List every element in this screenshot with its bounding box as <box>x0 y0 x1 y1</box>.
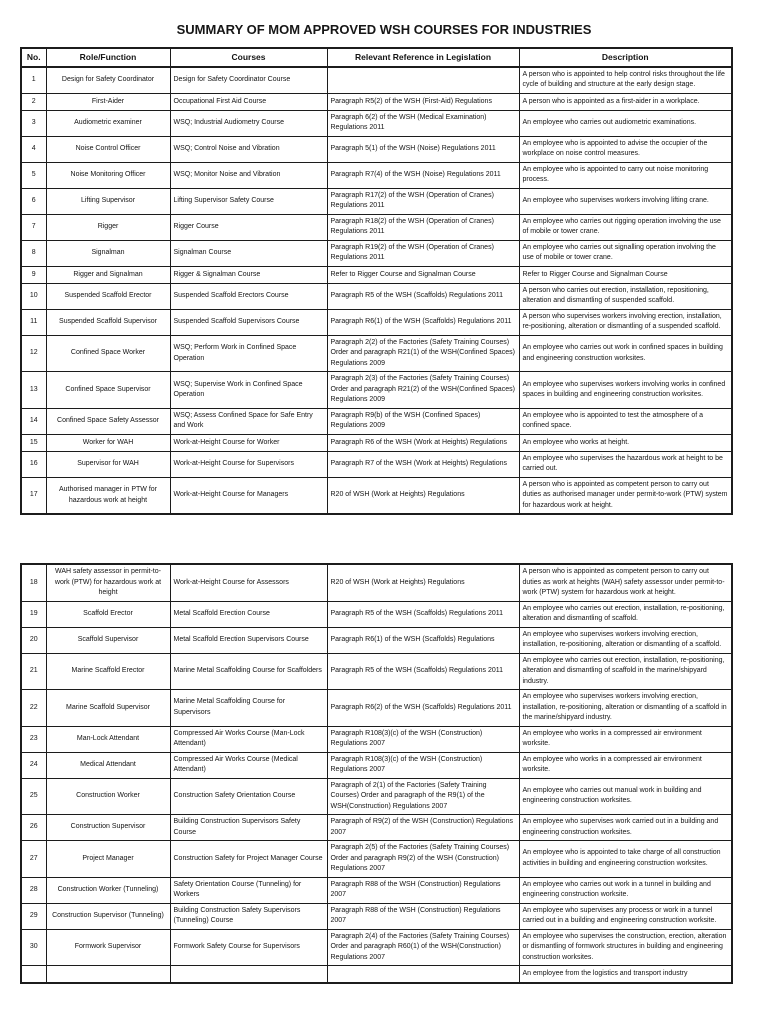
cell-description: An employee who carries out audiometric examinations. <box>519 110 732 136</box>
table-row <box>21 434 732 451</box>
table-row <box>21 67 732 94</box>
cell-course: Work-at-Height Course for Supervisors <box>170 451 327 477</box>
table-row <box>21 451 732 477</box>
cell-reference: Paragraph 2(4) of the Factories (Safety Training Courses) Order and paragraph R60(1) of the WSH(Construction) Regulations 2007 <box>327 929 519 966</box>
cell-role: Noise Monitoring Officer <box>46 162 170 188</box>
document-title: SUMMARY OF MOM APPROVED WSH COURSES FOR INDUSTRIES <box>176 22 592 37</box>
column-header-no: No. <box>21 48 46 67</box>
table-row <box>21 214 732 240</box>
cell-reference: R20 of WSH (Work at Heights) Regulations <box>327 477 519 514</box>
cell-description: An employee who supervises the construction, erection, alteration or dismantling of formwork structures in building and engineering construction worksites. <box>519 929 732 966</box>
cell-description: An employee who carries out work in confined spaces in building and engineering construction worksites. <box>519 335 732 372</box>
cell-description: A person who is appointed as a first-aider in a workplace. <box>519 93 732 110</box>
cell-reference: Paragraph R88 of the WSH (Construction) Regulations 2007 <box>327 877 519 903</box>
cell-course: Lifting Supervisor Safety Course <box>170 188 327 214</box>
cell-course: WSQ; Industrial Audiometry Course <box>170 110 327 136</box>
cell-description: An employee who supervises the hazardous work at height to be carried out. <box>519 451 732 477</box>
cell-role: Confined Space Supervisor <box>46 372 170 409</box>
cell-no: 5 <box>21 162 46 188</box>
cell-description: A person who carries out erection, installation, repositioning, alteration and dismantling of suspended scaffold. <box>519 283 732 309</box>
cell-no: 15 <box>21 434 46 451</box>
cell-no: 2 <box>21 93 46 110</box>
table-row <box>21 726 732 752</box>
cell-no <box>21 966 46 983</box>
table-row <box>21 877 732 903</box>
table-row <box>21 309 732 335</box>
cell-no: 8 <box>21 240 46 266</box>
cell-course: Building Construction Supervisors Safety Course <box>170 815 327 841</box>
cell-reference: Paragraph R108(3)(c) of the WSH (Construction) Regulations 2007 <box>327 752 519 778</box>
cell-description: An employee who carries out manual work in building and engineering construction worksites. <box>519 778 732 815</box>
cell-role: Medical Attendant <box>46 752 170 778</box>
cell-reference: Paragraph R9(b) of the WSH (Confined Spaces) Regulations 2009 <box>327 408 519 434</box>
cell-no: 24 <box>21 752 46 778</box>
cell-course: Marine Metal Scaffolding Course for Supervisors <box>170 690 327 727</box>
cell-role: Audiometric examiner <box>46 110 170 136</box>
cell-description: An employee who supervises workers involving erection, installation, re-positioning, alteration or dismantling of a scaffold. <box>519 627 732 653</box>
cell-no: 19 <box>21 601 46 627</box>
cell-no: 28 <box>21 877 46 903</box>
cell-reference <box>327 67 519 94</box>
cell-course: Metal Scaffold Erection Supervisors Course <box>170 627 327 653</box>
table-row <box>21 653 732 690</box>
cell-description: An employee who supervises any process or work in a tunnel carried out in a building and engineering construction worksite. <box>519 903 732 929</box>
table-row <box>21 929 732 966</box>
cell-role: Authorised manager in PTW for hazardous work at height <box>46 477 170 514</box>
cell-no: 7 <box>21 214 46 240</box>
cell-description: A person who is appointed to help control risks throughout the life cycle of building and structure at the early design stage. <box>519 67 732 94</box>
table-row <box>21 162 732 188</box>
cell-role: Suspended Scaffold Erector <box>46 283 170 309</box>
table-row <box>21 110 732 136</box>
table-row <box>21 841 732 878</box>
cell-role: Rigger <box>46 214 170 240</box>
cell-course: WSQ; Control Noise and Vibration <box>170 136 327 162</box>
cell-no: 3 <box>21 110 46 136</box>
cell-course: Safety Orientation Course (Tunneling) for Workers <box>170 877 327 903</box>
cell-reference: Paragraph R6(1) of the WSH (Scaffolds) Regulations 2011 <box>327 309 519 335</box>
cell-description: An employee who carries out signalling operation involving the use of mobile or tower crane. <box>519 240 732 266</box>
cell-reference: Paragraph R5(2) of the WSH (First-Aid) Regulations <box>327 93 519 110</box>
cell-reference: Paragraph of 2(1) of the Factories (Safety Training Courses) Order and paragraph of the R9(1) of the WSH(Construction) Regulations 2007 <box>327 778 519 815</box>
cell-description: An employee who supervises workers involving lifting crane. <box>519 188 732 214</box>
table-row <box>21 240 732 266</box>
cell-description: An employee who carries out work in a tunnel in building and engineering construction worksite. <box>519 877 732 903</box>
cell-course: Signalman Course <box>170 240 327 266</box>
cell-role: Supervisor for WAH <box>46 451 170 477</box>
column-header-role: Role/Function <box>46 48 170 67</box>
cell-role: Worker for WAH <box>46 434 170 451</box>
cell-description: An employee who supervises work carried out in a building and engineering construction worksites. <box>519 815 732 841</box>
cell-description: An employee who supervises workers involving erection, installation, re-positioning, alteration or dismantling of a scaffold in the marine/shipyard industry. <box>519 690 732 727</box>
cell-role: Construction Supervisor <box>46 815 170 841</box>
cell-description: A person who is appointed as competent person to carry out duties as work at heights (WAH) safety assessor under permit-to-work (PTW) system for hazardous work at height. <box>519 564 732 601</box>
courses-table-page-1 <box>20 47 733 515</box>
cell-role: Noise Control Officer <box>46 136 170 162</box>
cell-no: 23 <box>21 726 46 752</box>
cell-role: First-Aider <box>46 93 170 110</box>
table-row <box>21 408 732 434</box>
cell-course: Rigger Course <box>170 214 327 240</box>
cell-description: An employee who is appointed to advise the occupier of the workplace on noise control measures. <box>519 136 732 162</box>
cell-role: Confined Space Safety Assessor <box>46 408 170 434</box>
cell-role <box>46 966 170 983</box>
cell-course: Work-at-Height Course for Worker <box>170 434 327 451</box>
cell-reference: Paragraph R18(2) of the WSH (Operation of Cranes) Regulations 2011 <box>327 214 519 240</box>
cell-course: Work-at-Height Course for Managers <box>170 477 327 514</box>
cell-course: Building Construction Safety Supervisors (Tunneling) Course <box>170 903 327 929</box>
cell-no: 10 <box>21 283 46 309</box>
table-row <box>21 335 732 372</box>
cell-reference: Paragraph R6 of the WSH (Work at Heights) Regulations <box>327 434 519 451</box>
cell-description: An employee who is appointed to take charge of all construction activities in building and engineering construction worksites. <box>519 841 732 878</box>
table-row <box>21 136 732 162</box>
cell-role: Man-Lock Attendant <box>46 726 170 752</box>
cell-description: An employee who is appointed to test the atmosphere of a confined space. <box>519 408 732 434</box>
cell-description: A person who supervises workers involving erection, installation, re-positioning, alteration or dismantling of a suspended scaffold. <box>519 309 732 335</box>
cell-course: Occupational First Aid Course <box>170 93 327 110</box>
courses-table-page-2 <box>20 563 733 984</box>
cell-no: 29 <box>21 903 46 929</box>
cell-role: Signalman <box>46 240 170 266</box>
cell-role: Project Manager <box>46 841 170 878</box>
cell-description: An employee who carries out rigging operation involving the use of mobile or tower crane. <box>519 214 732 240</box>
cell-reference: Paragraph R6(1) of the WSH (Scaffolds) Regulations <box>327 627 519 653</box>
cell-reference: R20 of WSH (Work at Heights) Regulations <box>327 564 519 601</box>
cell-no: 13 <box>21 372 46 409</box>
cell-description: An employee who works in a compressed air environment worksite. <box>519 726 732 752</box>
cell-reference: Paragraph R6(2) of the WSH (Scaffolds) Regulations 2011 <box>327 690 519 727</box>
cell-course: WSQ; Perform Work in Confined Space Operation <box>170 335 327 372</box>
cell-course: Construction Safety Orientation Course <box>170 778 327 815</box>
cell-course: Formwork Safety Course for Supervisors <box>170 929 327 966</box>
cell-no: 12 <box>21 335 46 372</box>
cell-role: WAH safety assessor in permit-to-work (PTW) for hazardous work at height <box>46 564 170 601</box>
cell-role: Marine Scaffold Supervisor <box>46 690 170 727</box>
cell-role: Lifting Supervisor <box>46 188 170 214</box>
cell-role: Formwork Supervisor <box>46 929 170 966</box>
cell-description: An employee who works at height. <box>519 434 732 451</box>
cell-reference: Paragraph R88 of the WSH (Construction) Regulations 2007 <box>327 903 519 929</box>
cell-course: WSQ; Assess Confined Space for Safe Entry and Work <box>170 408 327 434</box>
cell-no: 1 <box>21 67 46 94</box>
cell-description: An employee who carries out erection, installation, re-positioning, alteration and dismantling of scaffold. <box>519 601 732 627</box>
cell-reference: Paragraph R19(2) of the WSH (Operation of Cranes) Regulations 2011 <box>327 240 519 266</box>
column-header-description: Description <box>519 48 732 67</box>
cell-description: A person who is appointed as competent person to carry out duties as authorised manager under permit-to-work (PTW) system for hazardous work at height. <box>519 477 732 514</box>
cell-reference: Paragraph R108(3)(c) of the WSH (Construction) Regulations 2007 <box>327 726 519 752</box>
cell-course: Metal Scaffold Erection Course <box>170 601 327 627</box>
cell-description: An employee from the logistics and transport industry <box>519 966 732 983</box>
cell-description: An employee who is appointed to carry out noise monitoring process. <box>519 162 732 188</box>
cell-no: 9 <box>21 266 46 283</box>
cell-description: An employee who carries out erection, installation, re-positioning, alteration and dismantling of scaffold in the marine/shipyard industry. <box>519 653 732 690</box>
cell-reference: Paragraph 2(5) of the Factories (Safety Training Courses) Order and paragraph R9(2) of the WSH (Construction) Regulations 2007 <box>327 841 519 878</box>
table-row <box>21 966 732 983</box>
cell-role: Rigger and Signalman <box>46 266 170 283</box>
cell-no: 25 <box>21 778 46 815</box>
table-row <box>21 564 732 601</box>
cell-course: Work-at-Height Course for Assessors <box>170 564 327 601</box>
cell-reference: Paragraph R5 of the WSH (Scaffolds) Regulations 2011 <box>327 653 519 690</box>
cell-reference: Paragraph 2(3) of the Factories (Safety Training Courses) Order and paragraph R21(2) of the WSH(Confined Spaces) Regulations 2009 <box>327 372 519 409</box>
cell-no: 21 <box>21 653 46 690</box>
cell-no: 18 <box>21 564 46 601</box>
cell-description: Refer to Rigger Course and Signalman Course <box>519 266 732 283</box>
cell-course: Construction Safety for Project Manager Course <box>170 841 327 878</box>
cell-reference: Refer to Rigger Course and Signalman Course <box>327 266 519 283</box>
table-row <box>21 778 732 815</box>
cell-course: WSQ; Monitor Noise and Vibration <box>170 162 327 188</box>
table-header-row <box>21 48 732 67</box>
column-header-reference: Relevant Reference in Legislation <box>327 48 519 67</box>
cell-role: Construction Worker <box>46 778 170 815</box>
cell-no: 26 <box>21 815 46 841</box>
cell-course: Compressed Air Works Course (Man-Lock Attendant) <box>170 726 327 752</box>
cell-course: Design for Safety Coordinator Course <box>170 67 327 94</box>
cell-course: Marine Metal Scaffolding Course for Scaffolders <box>170 653 327 690</box>
cell-course: Suspended Scaffold Erectors Course <box>170 283 327 309</box>
table-row <box>21 815 732 841</box>
cell-no: 27 <box>21 841 46 878</box>
cell-role: Suspended Scaffold Supervisor <box>46 309 170 335</box>
cell-reference: Paragraph R7 of the WSH (Work at Heights) Regulations <box>327 451 519 477</box>
table-row <box>21 690 732 727</box>
table-row <box>21 752 732 778</box>
cell-no: 4 <box>21 136 46 162</box>
table-row <box>21 93 732 110</box>
cell-no: 11 <box>21 309 46 335</box>
table-row <box>21 627 732 653</box>
cell-role: Confined Space Worker <box>46 335 170 372</box>
cell-no: 16 <box>21 451 46 477</box>
cell-reference: Paragraph R17(2) of the WSH (Operation of Cranes) Regulations 2011 <box>327 188 519 214</box>
cell-role: Construction Worker (Tunneling) <box>46 877 170 903</box>
cell-reference: Paragraph of R9(2) of the WSH (Construction) Regulations 2007 <box>327 815 519 841</box>
table-row <box>21 601 732 627</box>
cell-no: 17 <box>21 477 46 514</box>
table-row <box>21 188 732 214</box>
table-row <box>21 266 732 283</box>
cell-reference: Paragraph R7(4) of the WSH (Noise) Regulations 2011 <box>327 162 519 188</box>
cell-no: 20 <box>21 627 46 653</box>
cell-role: Design for Safety Coordinator <box>46 67 170 94</box>
table-row <box>21 283 732 309</box>
table-row <box>21 372 732 409</box>
cell-reference: Paragraph 6(2) of the WSH (Medical Examination) Regulations 2011 <box>327 110 519 136</box>
cell-course: Suspended Scaffold Supervisors Course <box>170 309 327 335</box>
cell-role: Marine Scaffold Erector <box>46 653 170 690</box>
column-header-course: Courses <box>170 48 327 67</box>
table-row <box>21 477 732 514</box>
cell-reference: Paragraph 5(1) of the WSH (Noise) Regulations 2011 <box>327 136 519 162</box>
cell-role: Scaffold Supervisor <box>46 627 170 653</box>
cell-no: 6 <box>21 188 46 214</box>
cell-no: 22 <box>21 690 46 727</box>
cell-no: 14 <box>21 408 46 434</box>
cell-reference <box>327 966 519 983</box>
cell-description: An employee who works in a compressed air environment worksite. <box>519 752 732 778</box>
cell-course: Compressed Air Works Course (Medical Attendant) <box>170 752 327 778</box>
cell-role: Construction Supervisor (Tunneling) <box>46 903 170 929</box>
cell-reference: Paragraph R5 of the WSH (Scaffolds) Regulations 2011 <box>327 283 519 309</box>
cell-no: 30 <box>21 929 46 966</box>
cell-role: Scaffold Erector <box>46 601 170 627</box>
table-row <box>21 903 732 929</box>
cell-course: WSQ; Supervise Work in Confined Space Operation <box>170 372 327 409</box>
cell-description: An employee who supervises workers involving works in confined spaces in building and engineering construction worksites. <box>519 372 732 409</box>
cell-course: Rigger & Signalman Course <box>170 266 327 283</box>
cell-reference: Paragraph R5 of the WSH (Scaffolds) Regulations 2011 <box>327 601 519 627</box>
cell-course <box>170 966 327 983</box>
cell-reference: Paragraph 2(2) of the Factories (Safety Training Courses) Order and paragraph R21(1) of the WSH(Confined Spaces) Regulations 2009 <box>327 335 519 372</box>
